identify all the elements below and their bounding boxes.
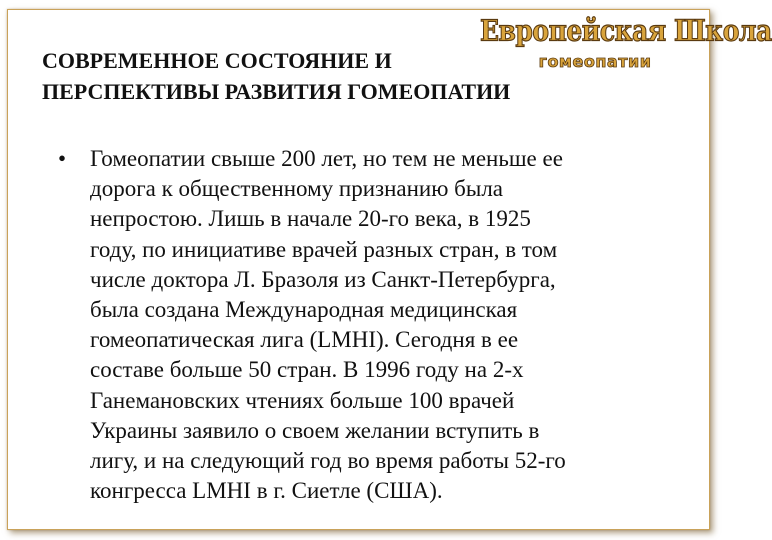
text-line: конгресса LMHI в г. Сиетле (США).: [90, 478, 443, 504]
bullet-list: [56, 144, 686, 506]
text-line: дорога к общественному признанию была: [90, 176, 504, 202]
bullet-icon: •: [58, 146, 67, 171]
text-line: Украины заявило о своем желании вступить в: [90, 417, 540, 443]
text-line: Ганемановских чтениях больше 100 врачей: [90, 387, 515, 413]
logo-subtitle: гомеопатии: [538, 52, 652, 71]
text-line: лигу, и на следующий год во время работы 52-го: [90, 448, 566, 474]
title-line: СОВРЕМЕННОЕ СОСТОЯНИЕ И: [42, 48, 392, 73]
bullet-text: [90, 144, 686, 506]
text-line: непростою. Лишь в начале 20-го века, в 1925: [90, 206, 531, 232]
text-line: Гомеопатии свыше 200 лет, но тем не меньше ее: [90, 146, 563, 171]
bullet-item: [56, 144, 686, 506]
text-line: составе больше 50 стран. В 1996 году на 2-х: [90, 357, 524, 383]
text-line: году, по инициативе врачей разных стран, в том: [90, 236, 558, 262]
title-line: ПЕРСПЕКТИВЫ РАЗВИТИЯ ГОМЕОПАТИИ: [42, 79, 511, 104]
text-line: была создана Международная медицинская: [90, 297, 518, 323]
slide-title: [42, 45, 682, 107]
text-line: числе доктора Л. Бразоля из Санкт-Петербурга,: [90, 266, 556, 292]
logo-title: Европейская Школа: [480, 14, 772, 48]
text-line: гомеопатическая лига (LMHI). Сегодня в ее: [90, 327, 519, 353]
